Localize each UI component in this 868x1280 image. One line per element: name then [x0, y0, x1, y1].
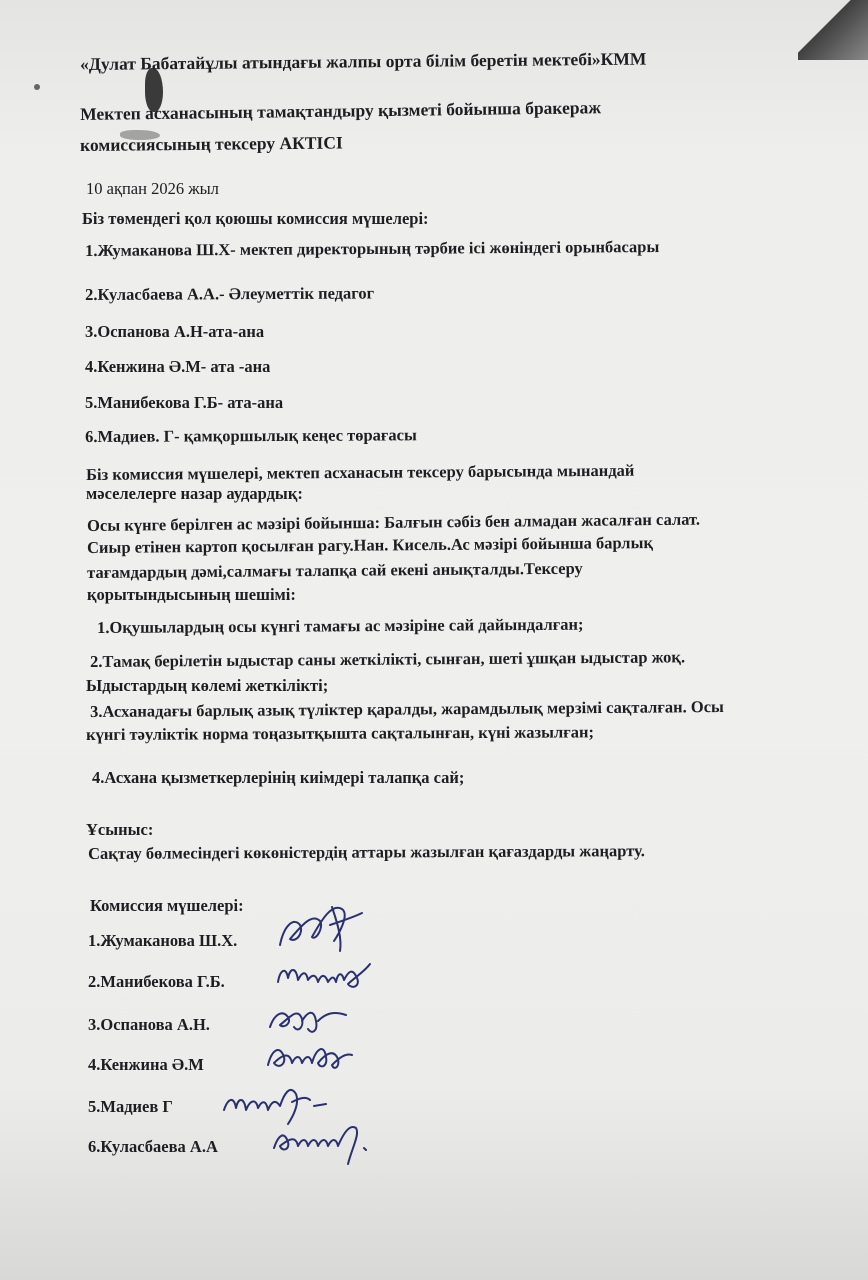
- intro-text: Біз төмендегі қол қоюшы комиссия мүшелері:: [82, 209, 429, 228]
- finding-2-line-2: Ыдыстардың көлемі жеткілікті;: [86, 676, 329, 695]
- attention-line-2: мәселелерге назар аудардық:: [86, 484, 303, 503]
- member-1: 1.Жумаканова Ш.Х- мектеп директорының тәрбие ісі жөніндегі орынбасары: [85, 236, 660, 260]
- signatory-4: 4.Кенжина Ә.М: [88, 1055, 204, 1074]
- signatory-6: 6.Куласбаева А.А: [88, 1137, 218, 1156]
- menu-line-3: тағамдардың дәмі,салмағы талапқа сай екені анықталды.Тексеру: [87, 558, 583, 582]
- recommendation-heading: Ұсыныс:: [86, 820, 154, 839]
- finding-4: 4.Асхана қызметкерлерінің киімдері талапқа сай;: [92, 768, 465, 787]
- finding-1: 1.Оқушылардың осы күнгі тамағы ас мәзіріне сай дайындалған;: [97, 614, 584, 637]
- member-5: 5.Манибекова Г.Б- ата-ана: [85, 393, 284, 412]
- member-3: 3.Оспанова А.Н-ата-ана: [85, 322, 265, 341]
- school-name: «Дулат Бабатайұлы атындағы жалпы орта білім беретін мектебі»КММ: [80, 48, 647, 74]
- attention-line-1: Біз комиссия мүшелері, мектеп асханасын тексеру барысында мынандай: [86, 460, 635, 484]
- signatory-1: 1.Жумаканова Ш.Х.: [88, 931, 238, 950]
- menu-line-4: қорытындысының шешімі:: [87, 585, 296, 604]
- finding-3-line-2: күнгі тәуліктік норма тоңазытқышта сақталынған, күні жазылған;: [86, 722, 595, 744]
- member-2: 2.Куласбаева А.А.- Әлеуметтік педагог: [85, 283, 375, 304]
- page-corner-shadow: [798, 0, 868, 60]
- signatory-3: 3.Оспанова А.Н.: [88, 1015, 210, 1034]
- menu-line-1: Осы күнге берілген ас мәзірі бойынша: Балғын сәбіз бен алмадан жасалған салат.: [87, 509, 701, 535]
- menu-line-2: Сиыр етінен картоп қосылған рагу.Нан. Кисель.Ас мәзірі бойынша барлық: [87, 533, 653, 557]
- signature-1-image: [272, 895, 372, 955]
- punch-mark: [34, 84, 40, 90]
- signatures-heading: Комиссия мүшелері:: [90, 896, 244, 915]
- act-title-line-1: Мектеп асханасының тамақтандыру қызметі бойынша бракераж: [80, 97, 602, 124]
- finding-2-line-1: 2.Тамақ берілетін ыдыстар саны жеткілікті, сынған, шеті ұшқан ыдыстар жоқ.: [90, 647, 686, 671]
- signature-6-image: [268, 1108, 378, 1168]
- recommendation-text: Сақтау бөлмесіндегі көкөністердің аттары жазылған қағаздарды жаңарту.: [88, 841, 645, 863]
- act-title-line-2: комиссиясының тексеру АКТІСІ: [80, 132, 343, 155]
- signature-3-image: [262, 997, 352, 1039]
- signatory-2: 2.Манибекова Г.Б.: [88, 972, 225, 991]
- finding-3-line-1: 3.Асханадағы барлық азық түліктер қаралды, жарамдылық мерзімі сақталған. Осы: [90, 697, 724, 721]
- signature-2-image: [272, 950, 382, 995]
- member-6: 6.Мадиев. Г- қамқоршылық кеңес төрағасы: [85, 425, 417, 446]
- signatory-5: 5.Мадиев Г: [88, 1097, 173, 1116]
- member-4: 4.Кенжина Ә.М- ата -ана: [85, 357, 271, 376]
- document-date: 10 ақпан 2026 жыл: [86, 179, 219, 198]
